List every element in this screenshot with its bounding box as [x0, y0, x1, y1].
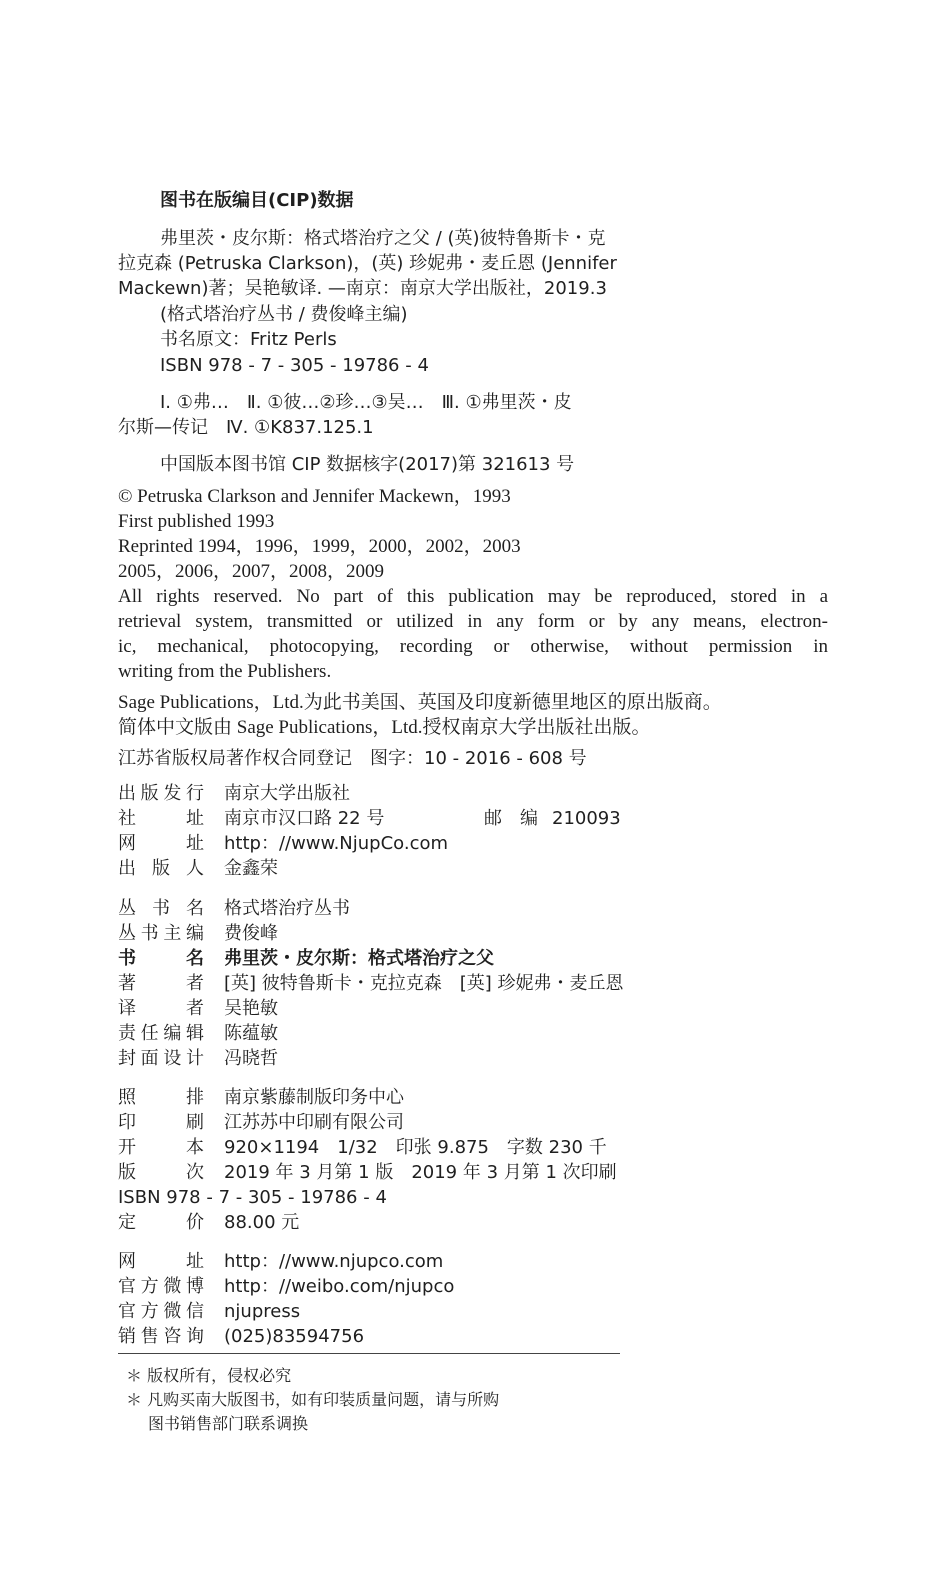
cip-description-line: 拉克森 (Petruska Clarkson)，(英) 珍妮弗・麦丘恩 (Jennifer	[118, 253, 617, 274]
book-row	[118, 896, 350, 921]
printing-row	[118, 1110, 404, 1135]
book-row	[118, 1046, 278, 1071]
publisher-row	[118, 781, 350, 806]
weibo-link[interactable]: http：//weibo.com/njupco	[224, 1276, 455, 1297]
field-value: 冯晓哲	[224, 1048, 278, 1069]
field-value: 费俊峰	[224, 923, 278, 944]
field-label: 出版发行	[118, 783, 204, 804]
reprint-years: Reprinted 1994，1996，1999，2000，2002，2003	[118, 536, 521, 557]
field-label: 封面设计	[118, 1048, 204, 1069]
field-label: 官方微信	[118, 1301, 204, 1322]
cip-heading: 图书在版编目(CIP)数据	[160, 190, 354, 211]
field-label: 丛书主编	[118, 923, 204, 944]
cip-original-title: 书名原文：Fritz Perls	[160, 329, 337, 350]
book-title-row	[118, 946, 494, 971]
postal-code-value: 210093	[552, 808, 621, 829]
reprint-years: 2005，2006，2007，2008，2009	[118, 561, 385, 582]
field-value: [英] 彼特鲁斯卡・克拉克森 [英] 珍妮弗・麦丘恩	[224, 973, 624, 994]
contact-row	[118, 1324, 364, 1349]
field-label: 著 者	[118, 973, 204, 994]
original-publisher: Sage Publications，Ltd.为此书美国、英国及印度新德里地区的原出版商。	[118, 692, 722, 713]
field-value: 金鑫荣	[224, 858, 278, 879]
book-row	[118, 971, 624, 996]
field-value: 吴艳敏	[224, 998, 278, 1019]
website-link[interactable]: http：//www.njupco.com	[224, 1251, 444, 1272]
book-row	[118, 921, 278, 946]
field-label: 出 版 人	[118, 858, 204, 879]
publisher-row	[118, 806, 621, 831]
cip-classification-line: Ⅰ. ①弗… Ⅱ. ①彼…②珍…③吴… Ⅲ. ①弗里茨・皮	[160, 392, 572, 413]
quality-notice-continued: 图书销售部门联系调换	[148, 1414, 309, 1433]
publisher-block	[118, 781, 818, 891]
field-label: 照 排	[118, 1087, 204, 1108]
field-label: 丛 书 名	[118, 898, 204, 919]
cip-description-line: Mackewn)著；吴艳敏译. —南京：南京大学出版社，2019.3	[118, 278, 607, 299]
field-label: 版 次	[118, 1162, 204, 1183]
sales-phone: (025)83594756	[224, 1326, 365, 1347]
field-label: 开 本	[118, 1137, 204, 1158]
field-label: 网 址	[118, 1251, 204, 1272]
publisher-row	[118, 831, 448, 856]
field-label: 社 址	[118, 808, 204, 829]
rights-notice: ＊ 版权所有，侵权必究	[126, 1366, 292, 1385]
cip-number: 中国版本图书馆 CIP 数据核字(2017)第 321613 号	[160, 454, 575, 475]
printing-row	[118, 1160, 617, 1185]
contact-row	[118, 1299, 300, 1324]
contact-row	[118, 1249, 443, 1274]
cip-series-line: (格式塔治疗丛书 / 费俊峰主编)	[160, 304, 408, 325]
rights-line: retrieval system, transmitted or utilized in any form or by any means, electron-	[118, 611, 828, 632]
rights-line: ic, mechanical, photocopying, recording or otherwise, without permission in	[118, 636, 828, 657]
contact-row	[118, 1274, 454, 1299]
book-row	[118, 996, 278, 1021]
contact-block	[118, 1249, 818, 1349]
field-value: 2019 年 3 月第 1 版 2019 年 3 月第 1 次印刷	[224, 1162, 617, 1183]
copyright-line: © Petruska Clarkson and Jennifer Mackewn，1993	[118, 486, 511, 507]
quality-notice: ＊ 凡购买南大版图书，如有印装质量问题，请与所购	[126, 1390, 500, 1409]
rights-line: writing from the Publishers.	[118, 661, 332, 682]
printing-row	[118, 1135, 607, 1160]
copyright-registration: 江苏省版权局著作权合同登记 图字：10 - 2016 - 608 号	[118, 748, 587, 769]
postal-code-label: 邮 编	[484, 808, 538, 829]
field-value: 南京市汉口路 22 号	[224, 808, 385, 829]
divider	[118, 1353, 620, 1354]
price-row	[118, 1210, 299, 1235]
rights-line: All rights reserved. No part of this publication may be reproduced, stored in a	[118, 586, 828, 607]
field-value: 南京大学出版社	[224, 783, 350, 804]
field-value: 江苏苏中印刷有限公司	[224, 1112, 404, 1133]
field-label: 印 刷	[118, 1112, 204, 1133]
cip-description-line: 弗里茨・皮尔斯：格式塔治疗之父 / (英)彼特鲁斯卡・克	[160, 228, 606, 249]
field-label: 译 者	[118, 998, 204, 1019]
license-statement: 简体中文版由 Sage Publications，Ltd.授权南京大学出版社出版。	[118, 717, 651, 738]
field-label: 销售咨询	[118, 1326, 204, 1347]
cip-isbn: ISBN 978 - 7 - 305 - 19786 - 4	[160, 355, 429, 376]
field-value: 南京紫藤制版印务中心	[224, 1087, 404, 1108]
field-label: 责任编辑	[118, 1023, 204, 1044]
field-label: 定 价	[118, 1212, 204, 1233]
field-value: 格式塔治疗丛书	[224, 898, 350, 919]
first-published: First published 1993	[118, 511, 275, 532]
book-title: 弗里茨・皮尔斯：格式塔治疗之父	[224, 948, 494, 969]
field-label: 网 址	[118, 833, 204, 854]
cip-classification-line: 尔斯—传记 Ⅳ. ①K837.125.1	[118, 417, 374, 438]
price-value: 88.00 元	[224, 1212, 300, 1233]
field-value: 陈蕴敏	[224, 1023, 278, 1044]
wechat-id: njupress	[224, 1301, 301, 1322]
field-label: 书 名	[118, 948, 204, 969]
publisher-website-link[interactable]: http：//www.NjupCo.com	[224, 833, 449, 854]
field-label: 官方微博	[118, 1276, 204, 1297]
book-row	[118, 1021, 278, 1046]
book-info-block	[118, 896, 818, 1076]
publisher-row	[118, 856, 278, 881]
printing-isbn: ISBN 978 - 7 - 305 - 19786 - 4	[118, 1187, 387, 1208]
printing-block	[118, 1085, 818, 1235]
field-value: 920×1194 1/32 印张 9.875 字数 230 千	[224, 1137, 607, 1158]
printing-row	[118, 1085, 404, 1110]
